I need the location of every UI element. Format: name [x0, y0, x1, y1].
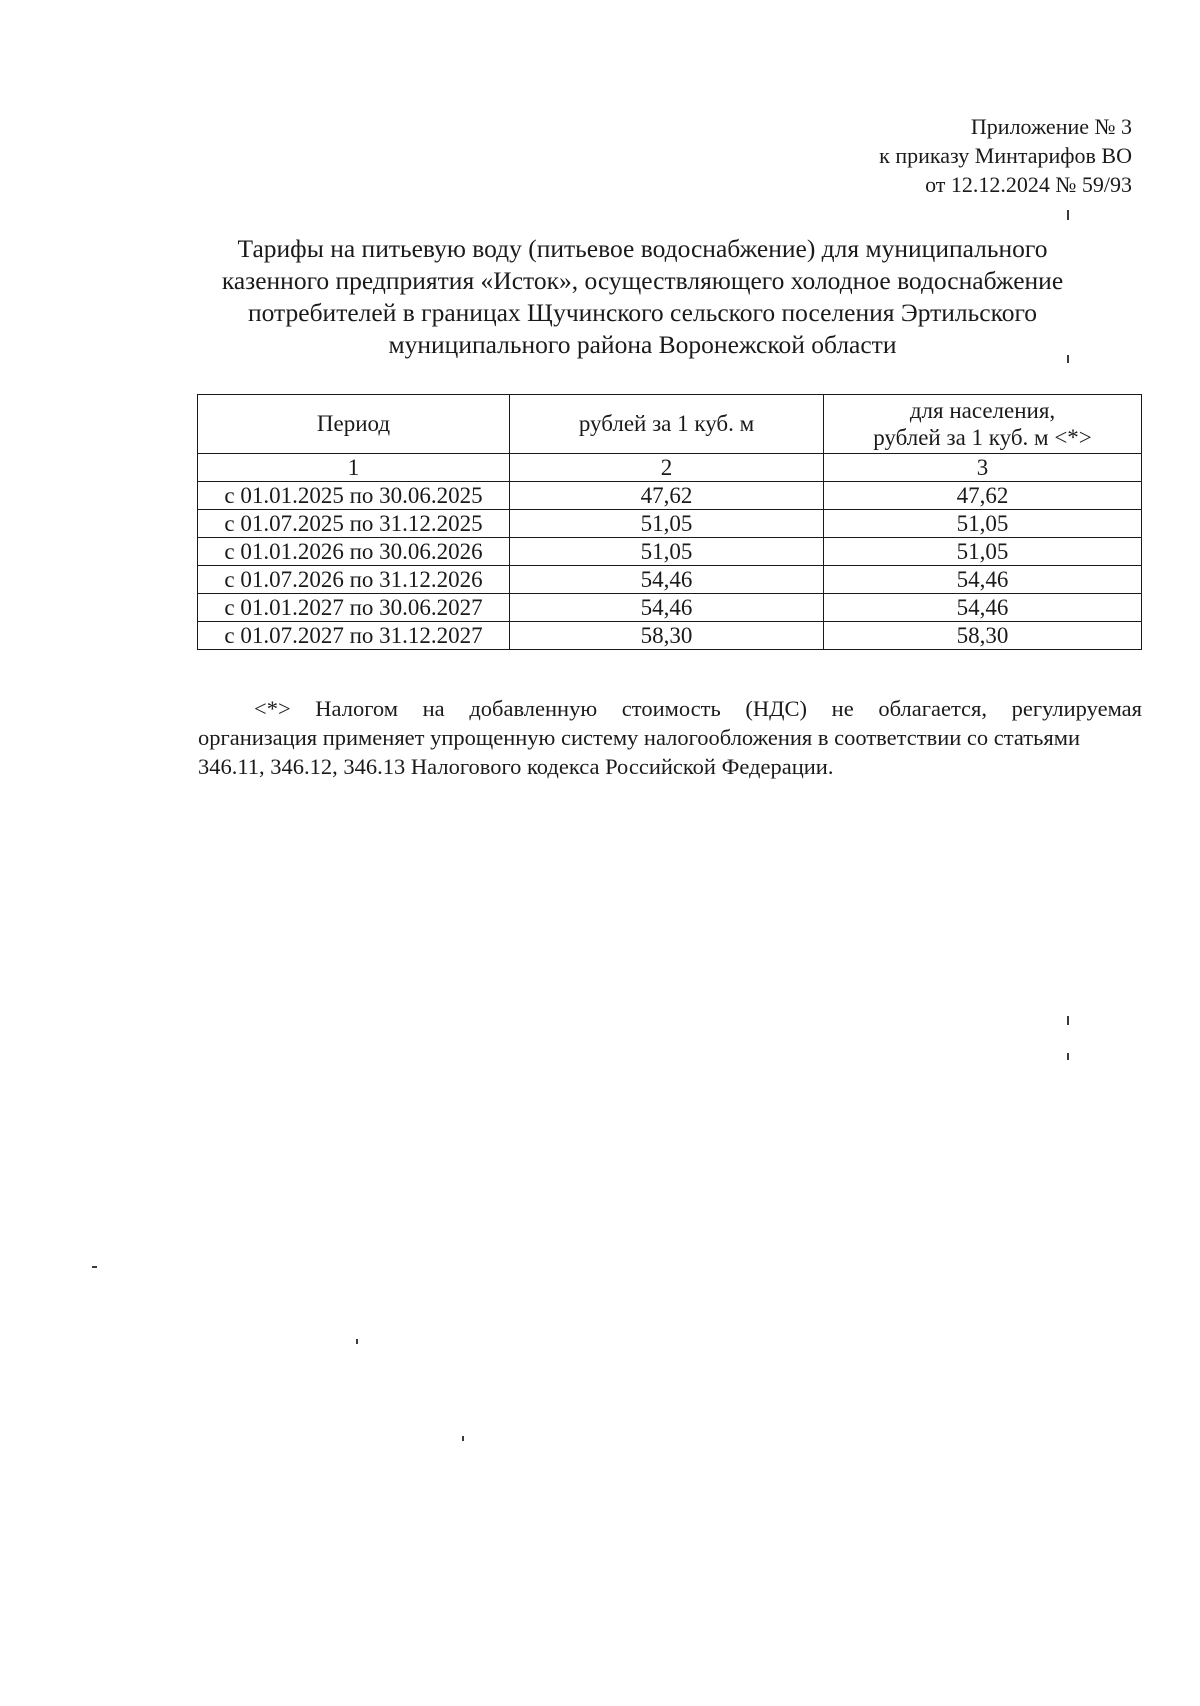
column-number: 3	[824, 454, 1142, 482]
title-line: потребителей в границах Щучинского сельского поселения Эртильского	[247, 298, 1038, 327]
period-cell: с 01.01.2025 по 30.06.2025	[198, 482, 510, 510]
document-title	[150, 233, 1135, 361]
period-cell: с 01.07.2025 по 31.12.2025	[198, 510, 510, 538]
column-header-rate: рублей за 1 куб. м	[510, 395, 824, 454]
scan-artifact	[1067, 210, 1069, 220]
population-rate-cell: 54,46	[824, 566, 1142, 594]
column-header-population-rate-line2: рублей за 1 куб. м <*>	[873, 425, 1092, 450]
footnote-line: 346.11, 346.12, 346.13 Налогового кодекса Российской Федерации.	[198, 754, 834, 779]
scan-artifact	[1067, 1053, 1069, 1060]
period-cell: с 01.01.2026 по 30.06.2026	[198, 538, 510, 566]
rate-cell: 47,62	[510, 482, 824, 510]
appendix-number: Приложение № 3	[970, 114, 1132, 139]
rate-cell: 51,05	[510, 510, 824, 538]
title-line: казенного предприятия «Исток», осуществляющего холодное водоснабжение	[221, 266, 1064, 295]
footnote-line: организация применяет упрощенную систему налогообложения в соответствии со статьями	[198, 725, 1080, 750]
title-line: муниципального района Воронежской области	[388, 330, 897, 359]
scan-artifact	[92, 1266, 97, 1268]
table-row	[198, 622, 1142, 650]
column-number: 2	[510, 454, 824, 482]
scan-artifact	[1067, 355, 1069, 363]
column-header-population-rate-line1: для населения,	[909, 398, 1056, 423]
tariff-table	[197, 394, 1142, 650]
rate-cell: 51,05	[510, 538, 824, 566]
scan-artifact	[1067, 1016, 1069, 1025]
column-number-row	[198, 454, 1142, 482]
footnote	[198, 694, 1142, 781]
column-number: 1	[198, 454, 510, 482]
appendix-order-date: от 12.12.2024 № 59/93	[925, 172, 1132, 197]
population-rate-cell: 54,46	[824, 594, 1142, 622]
table-row	[198, 482, 1142, 510]
scan-artifact	[356, 1339, 358, 1344]
population-rate-cell: 51,05	[824, 538, 1142, 566]
table-row	[198, 566, 1142, 594]
population-rate-cell: 47,62	[824, 482, 1142, 510]
period-cell: с 01.07.2027 по 31.12.2027	[198, 622, 510, 650]
scan-artifact	[462, 1436, 464, 1441]
population-rate-cell: 51,05	[824, 510, 1142, 538]
rate-cell: 54,46	[510, 594, 824, 622]
period-cell: с 01.07.2026 по 31.12.2026	[198, 566, 510, 594]
title-line: Тарифы на питьевую воду (питьевое водоснабжение) для муниципального	[237, 234, 1048, 263]
appendix-order-reference: к приказу Минтарифов ВО	[879, 143, 1132, 168]
population-rate-cell: 58,30	[824, 622, 1142, 650]
footnote-line: <*> Налогом на добавленную стоимость (НДС) не облагается, регулируемая	[254, 696, 1142, 721]
table-row	[198, 538, 1142, 566]
table-row	[198, 594, 1142, 622]
column-header-population-rate	[824, 395, 1142, 454]
table-header-row	[198, 395, 1142, 454]
rate-cell: 58,30	[510, 622, 824, 650]
rate-cell: 54,46	[510, 566, 824, 594]
column-header-period: Период	[198, 395, 510, 454]
table-row	[198, 510, 1142, 538]
period-cell: с 01.01.2027 по 30.06.2027	[198, 594, 510, 622]
appendix-header	[879, 112, 1132, 199]
